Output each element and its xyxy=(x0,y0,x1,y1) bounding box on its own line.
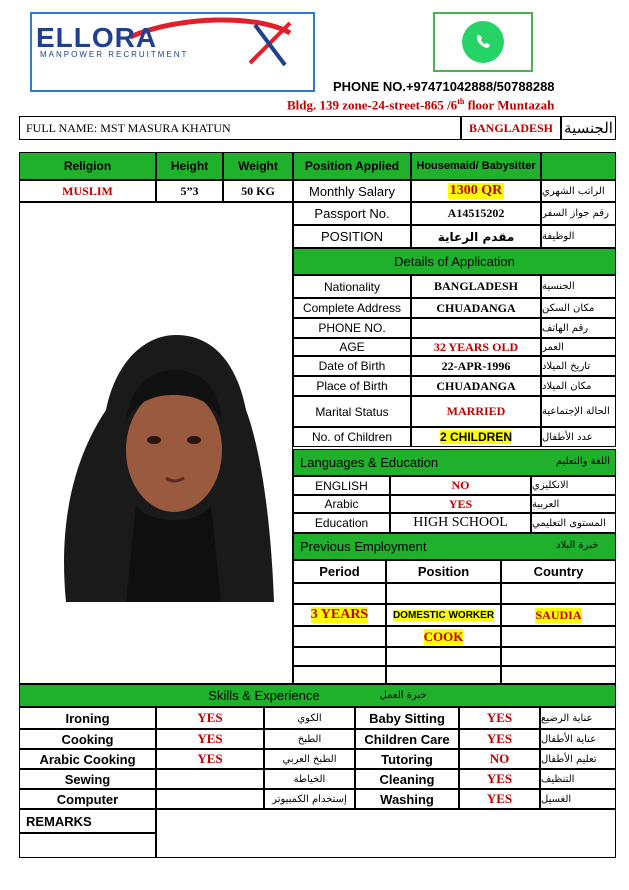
language-value: YES xyxy=(390,495,531,513)
skill-value xyxy=(156,789,264,809)
skills-title-bar: Skills & Experience خبرة العمل xyxy=(19,684,616,707)
language-label: ENGLISH xyxy=(293,476,390,495)
skill-label: Ironing xyxy=(19,707,156,729)
employment-title: Previous Employment xyxy=(293,533,616,560)
remarks-area xyxy=(156,809,616,858)
details-value: MARRIED xyxy=(411,396,541,427)
emp-blank-1c xyxy=(501,583,616,604)
emp-position1-cell: DOMESTIC WORKER xyxy=(386,604,501,626)
weight-value: 50 KG xyxy=(223,180,293,202)
emp-blank-2a xyxy=(293,626,386,647)
skill-value: YES xyxy=(459,789,540,809)
skill-label: Sewing xyxy=(19,769,156,789)
salary-label: Monthly Salary xyxy=(293,180,411,202)
details-label: No. of Children xyxy=(293,427,411,447)
skill-ar: الطبخ العربي xyxy=(264,749,355,769)
language-value: HIGH SCHOOL xyxy=(390,513,531,533)
skill-ar: الكوي xyxy=(264,707,355,729)
salary-value-cell: 1300 QR xyxy=(411,180,541,202)
details-label: Marital Status xyxy=(293,396,411,427)
skill-ar: إستخدام الكمبيوتر xyxy=(264,789,355,809)
skill-label: Washing xyxy=(355,789,459,809)
passport-label: Passport No. xyxy=(293,202,411,225)
emp-blank-3b xyxy=(386,647,501,666)
language-ar: العربية xyxy=(531,495,616,513)
details-value: BANGLADESH xyxy=(411,275,541,298)
emp-position2-cell: COOK xyxy=(386,626,501,647)
skill-label: Children Care xyxy=(355,729,459,749)
remarks-label: REMARKS xyxy=(19,809,156,833)
whatsapp-icon xyxy=(462,21,504,63)
emp-blank-4b xyxy=(386,666,501,684)
whatsapp-box xyxy=(433,12,533,72)
details-ar: تاريخ الميلاد xyxy=(541,356,616,376)
details-ar: الحالة الإجتماعية xyxy=(541,396,616,427)
languages-title: Languages & Education xyxy=(293,449,616,476)
header-religion: Religion xyxy=(19,152,156,180)
emp-blank-1b xyxy=(386,583,501,604)
emp-blank-4c xyxy=(501,666,616,684)
skill-value: YES xyxy=(156,707,264,729)
nationality-top: BANGLADESH xyxy=(461,116,561,140)
skill-label: Tutoring xyxy=(355,749,459,769)
employment-title-ar: خبرة البلاد xyxy=(556,540,599,551)
language-label: Arabic xyxy=(293,495,390,513)
details-title: Details of Application xyxy=(293,248,616,275)
religion-value: MUSLIM xyxy=(19,180,156,202)
emp-blank-3c xyxy=(501,647,616,666)
details-value: 2 CHILDREN xyxy=(411,427,541,447)
logo-subtitle: MANPOWER RECRUITMENT xyxy=(40,50,189,59)
languages-title-ar: اللغة والتعليم xyxy=(556,456,610,467)
language-value: NO xyxy=(390,476,531,495)
emp-header-period: Period xyxy=(293,560,386,583)
emp-blank-2c xyxy=(501,626,616,647)
emp-period-cell: 3 YEARS xyxy=(293,604,386,626)
details-ar: العمر xyxy=(541,338,616,356)
position-label: POSITION xyxy=(293,225,411,248)
height-value: 5”3 xyxy=(156,180,223,202)
salary-ar: الراتب الشهري xyxy=(541,180,616,202)
office-address: Bldg. 139 zone-24-street-865 /6th floor Muntazah xyxy=(287,97,555,113)
skill-ar: الطبخ xyxy=(264,729,355,749)
emp-blank-4a xyxy=(293,666,386,684)
skill-label: Cooking xyxy=(19,729,156,749)
details-value: 22-APR-1996 xyxy=(411,356,541,376)
emp-header-country: Country xyxy=(501,560,616,583)
header-height: Height xyxy=(156,152,223,180)
applicant-photo xyxy=(46,300,274,602)
details-value: CHUADANGA xyxy=(411,298,541,318)
remarks-blank xyxy=(19,833,156,858)
skill-label: Computer xyxy=(19,789,156,809)
skill-value: YES xyxy=(459,729,540,749)
position-ar: الوظيفة xyxy=(541,225,616,248)
emp-blank-3a xyxy=(293,647,386,666)
position-applied-value: Housemaid/ Babysitter xyxy=(411,152,541,180)
details-value xyxy=(411,318,541,338)
skill-label: Cleaning xyxy=(355,769,459,789)
skill-label: Baby Sitting xyxy=(355,707,459,729)
skill-value: YES xyxy=(156,729,264,749)
skill-value xyxy=(156,769,264,789)
emp-country-cell: SAUDIA xyxy=(501,604,616,626)
full-name: FULL NAME: MST MASURA KHATUN xyxy=(19,116,461,140)
details-label: PHONE NO. xyxy=(293,318,411,338)
emp-header-position: Position xyxy=(386,560,501,583)
skill-ar: عناية الرضيع xyxy=(540,707,616,729)
details-ar: الجنسية xyxy=(541,275,616,298)
header-weight: Weight xyxy=(223,152,293,180)
skill-ar: التنظيف xyxy=(540,769,616,789)
emp-blank-1a xyxy=(293,583,386,604)
skill-value: YES xyxy=(459,769,540,789)
details-ar: عدد الأطفال xyxy=(541,427,616,447)
details-ar: مكان الميلاد xyxy=(541,376,616,396)
logo-text: ELLORA xyxy=(36,22,158,53)
details-label: Date of Birth xyxy=(293,356,411,376)
details-label: Complete Address xyxy=(293,298,411,318)
language-ar: المستوى التعليمي xyxy=(531,513,616,533)
header-position-applied: Position Applied xyxy=(293,152,411,180)
language-ar: الانكليزي xyxy=(531,476,616,495)
skill-value: NO xyxy=(459,749,540,769)
skill-value: YES xyxy=(156,749,264,769)
phone-number: PHONE NO.+97471042888/50788288 xyxy=(333,79,555,94)
skill-ar: عناية الأطفال xyxy=(540,729,616,749)
details-value: CHUADANGA xyxy=(411,376,541,396)
skill-ar: تعليم الأطفال xyxy=(540,749,616,769)
passport-ar: رقم جواز السفر xyxy=(541,202,616,225)
skill-label: Arabic Cooking xyxy=(19,749,156,769)
details-value: 32 YEARS OLD xyxy=(411,338,541,356)
skill-ar: الخياطة xyxy=(264,769,355,789)
details-ar: مكان السكن xyxy=(541,298,616,318)
header-blank xyxy=(541,152,616,180)
details-label: AGE xyxy=(293,338,411,356)
nationality-ar: الجنسية xyxy=(561,116,616,140)
details-ar: رقم الهاتف xyxy=(541,318,616,338)
passport-value: A14515202 xyxy=(411,202,541,225)
position-value: مقدم الرعاية xyxy=(411,225,541,248)
skill-ar: الغسيل xyxy=(540,789,616,809)
skill-value: YES xyxy=(459,707,540,729)
details-label: Nationality xyxy=(293,275,411,298)
details-label: Place of Birth xyxy=(293,376,411,396)
language-label: Education xyxy=(293,513,390,533)
